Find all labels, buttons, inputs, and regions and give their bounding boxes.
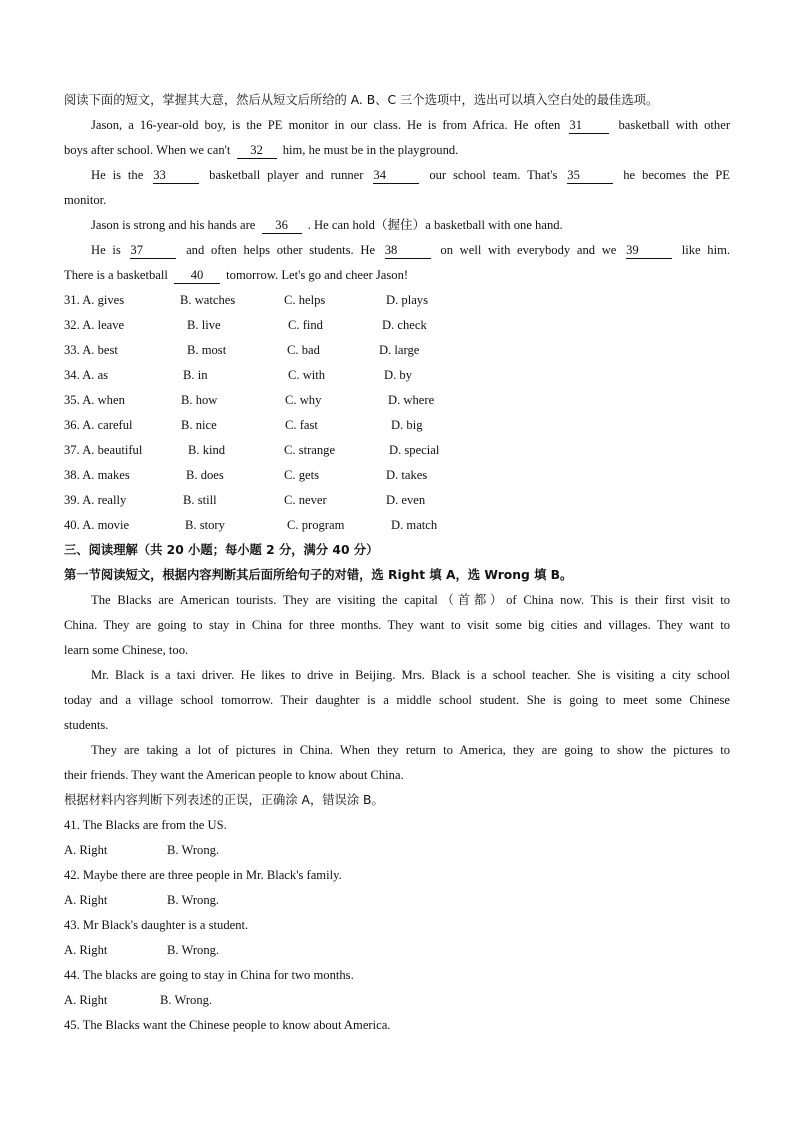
cloze-paragraph-2-line-2: monitor.: [64, 193, 107, 207]
question-text: 43. Mr Black's daughter is a student.: [64, 918, 249, 932]
passage-line: their friends. They want the American people to know about China.: [64, 768, 404, 782]
option-row: 40. A. movie B. story C. program D. match: [64, 518, 438, 532]
option-row: 33. A. best B. most C. bad D. large: [64, 343, 420, 357]
reading-passage: [64, 588, 730, 788]
true-false-questions: [64, 813, 730, 1038]
passage-line: learn some Chinese, too.: [64, 643, 189, 657]
question-text: 41. The Blacks are from the US.: [64, 818, 227, 832]
option-wrong: B. Wrong.: [167, 843, 220, 857]
option-row: 36. A. careful B. nice C. fast D. big: [64, 418, 423, 432]
answer-options: [64, 888, 730, 913]
option-right: A. Right: [64, 843, 108, 857]
cloze-paragraph-4-line-1: He is 37 and often helps other students. He 38 on well with everybody and we 39 like him.: [91, 243, 730, 257]
passage-line: Mr. Black is a taxi driver. He likes to drive in Beijing. Mrs. Black is a school teacher. She is visiting a city school: [91, 668, 730, 682]
cloze-paragraph-2-line-1: He is the 33 basketball player and runner 34 our school team. That's 35 he becomes the PE: [91, 168, 730, 182]
blank-31: 31: [569, 118, 609, 134]
blank-37: 37: [130, 243, 176, 259]
passage-line: The Blacks are American tourists. They are visiting the capital（首都）of China now. This is their first visit to: [91, 593, 730, 607]
passage-line: students.: [64, 718, 109, 732]
cloze-instruction: 阅读下面的短文，掌握其大意，然后从短文后所给的 A. B、C 三个选项中，选出可以填入空白处的最佳选项。: [64, 93, 659, 107]
cloze-options: [64, 288, 730, 538]
option-row: 32. A. leave B. live C. find D. check: [64, 318, 427, 332]
answer-options: [64, 838, 730, 863]
answer-options: [64, 938, 730, 963]
blank-34: 34: [373, 168, 419, 184]
subsection-title: 第一节阅读短文，根据内容判断其后面所给句子的对错，选 Right 填 A，选 Wrong 填 B。: [64, 568, 573, 582]
passage-line: China. They are going to stay in China for three months. They want to visit some big cities and villages. They want to: [64, 618, 730, 632]
blank-39: 39: [626, 243, 672, 259]
cloze-paragraph-1-line-2: boys after school. When we can't 32 him, he must be in the playground.: [64, 143, 459, 157]
option-wrong: B. Wrong.: [167, 943, 220, 957]
cloze-paragraph-1-line-1: Jason, a 16-year-old boy, is the PE monitor in our class. He is from Africa. He often 31 basketball with other: [91, 118, 730, 132]
exam-page: [64, 88, 730, 1038]
option-row: 38. A. makes B. does C. gets D. takes: [64, 468, 428, 482]
question-text: 44. The blacks are going to stay in China for two months.: [64, 968, 354, 982]
option-right: A. Right: [64, 993, 108, 1007]
option-row: 37. A. beautiful B. kind C. strange D. special: [64, 443, 440, 457]
section-title: 三、阅读理解（共 20 小题；每小题 2 分，满分 40 分）: [64, 543, 379, 557]
cloze-paragraph-4-line-2: There is a basketball 40 tomorrow. Let's go and cheer Jason!: [64, 268, 409, 282]
option-wrong: B. Wrong.: [160, 993, 213, 1007]
option-row: 39. A. really B. still C. never D. even: [64, 493, 426, 507]
blank-40: 40: [174, 268, 220, 284]
option-row: 34. A. as B. in C. with D. by: [64, 368, 412, 382]
option-right: A. Right: [64, 943, 108, 957]
blank-38: 38: [385, 243, 431, 259]
option-wrong: B. Wrong.: [167, 893, 220, 907]
passage-line: today and a village school tomorrow. Their daughter is a middle school student. She is going to meet some Chinese: [64, 693, 730, 707]
passage-line: They are taking a lot of pictures in China. When they return to America, they are going to show the pictures to: [91, 743, 730, 757]
question-text: 42. Maybe there are three people in Mr. Black's family.: [64, 868, 342, 882]
answer-options: [64, 988, 730, 1013]
option-right: A. Right: [64, 893, 108, 907]
true-false-instruction: 根据材料内容判断下列表述的正误，正确涂 A，错误涂 B。: [64, 793, 384, 807]
blank-35: 35: [567, 168, 613, 184]
blank-33: 33: [153, 168, 199, 184]
blank-32: 32: [237, 143, 277, 159]
option-row: 35. A. when B. how C. why D. where: [64, 393, 435, 407]
question-text: 45. The Blacks want the Chinese people to know about America.: [64, 1018, 391, 1032]
option-row: 31. A. gives B. watches C. helps D. plays: [64, 293, 428, 307]
cloze-paragraph-3: Jason is strong and his hands are 36 . He can hold（握住）a basketball with one hand.: [91, 218, 563, 232]
blank-36: 36: [262, 218, 302, 234]
